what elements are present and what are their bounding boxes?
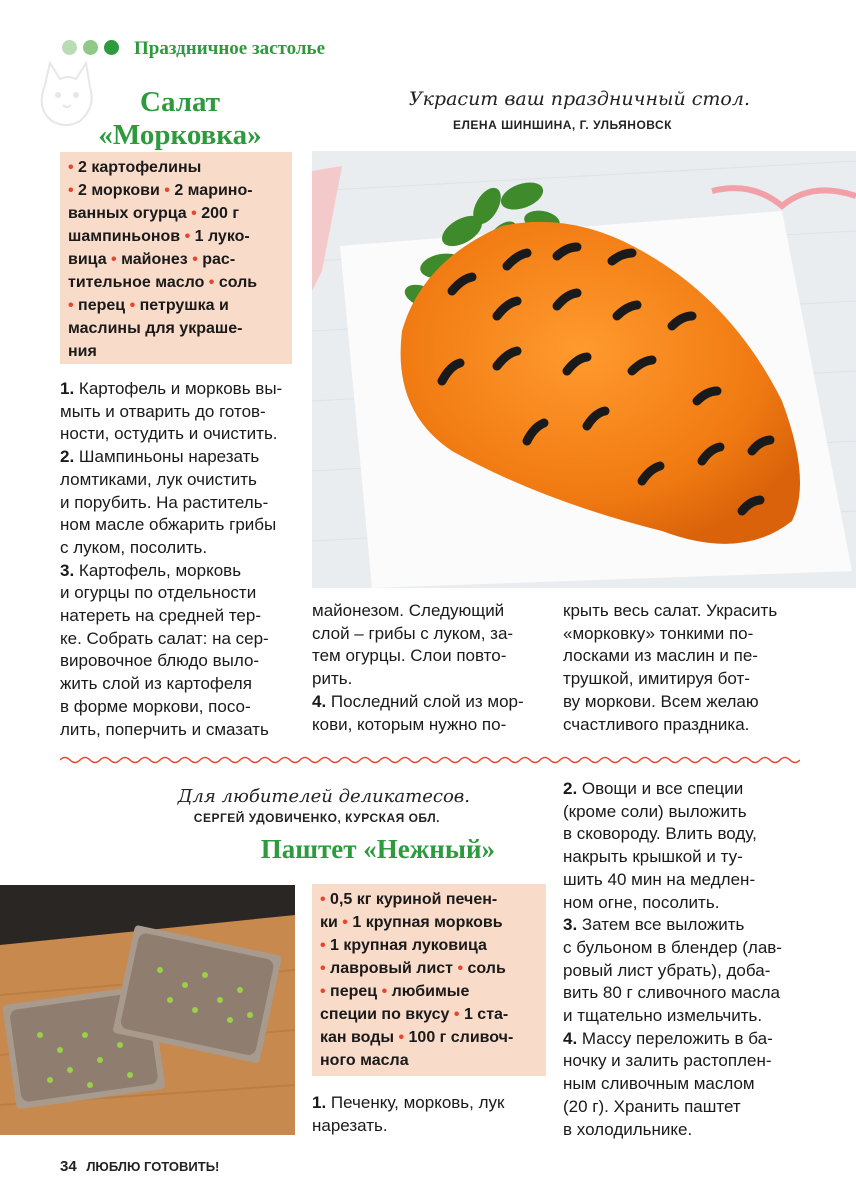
text-line: шить 40 мин на медлен-: [563, 869, 756, 889]
recipe1-author: ЕЛЕНА ШИНШИНА, Г. УЛЬЯНОВСК: [452, 118, 672, 132]
text-line: в сковороду. Влить воду,: [563, 824, 757, 844]
text-line: ломтиками, лук очистить: [60, 469, 257, 489]
ingredient-line: • 0,5 кг куриной печен-: [320, 891, 498, 908]
ingredient-line: ванных огурца • 200 г: [68, 205, 239, 222]
text-line: с бульоном в блендер (лав-: [563, 937, 782, 957]
text-line: (кроме соли) выложить: [563, 801, 747, 821]
ingredient-line: тительное масло • соль: [68, 274, 258, 291]
text-line: рить.: [312, 669, 353, 689]
text-line: ном масле обжарить грибы: [60, 515, 277, 535]
text-line: 3. Затем все выложить: [563, 915, 745, 935]
recipe2-ingredients: [312, 884, 546, 1076]
text-line: слой – грибы с луком, за-: [312, 623, 514, 643]
text-line: ночку и залить растоплен-: [563, 1051, 772, 1071]
text-line: 3. Картофель, морковь: [60, 560, 242, 580]
recipe2-tagline: Для любителей деликатесов.: [177, 786, 470, 807]
recipe1-steps-col3: [563, 600, 808, 736]
ingredient-line: • 1 крупная луковица: [320, 937, 487, 954]
page-number: 34: [60, 1158, 77, 1175]
text-line: накрыть крышкой и ту-: [563, 847, 743, 867]
text-line: вировочное блюдо выло-: [60, 651, 260, 671]
ingredient-line: ния: [68, 343, 97, 360]
text-line: лить, поперчить и смазать: [60, 719, 269, 739]
text-line: лосками из маслин и пе-: [563, 646, 758, 666]
text-line: ном огне, посолить.: [563, 892, 720, 912]
carrot-salad-photo: [312, 151, 856, 588]
ingredient-line: ки • 1 крупная морковь: [320, 914, 503, 931]
wavy-divider: [60, 755, 800, 765]
text-line: жить слой из картофеля: [60, 674, 252, 694]
ingredient-line: вица • майонез • рас-: [68, 251, 236, 268]
text-line: в форме моркови, посо-: [60, 696, 251, 716]
recipe1-steps-col1: [60, 378, 305, 741]
dot-light: [62, 40, 77, 55]
text-line: натереть на средней тер-: [60, 606, 261, 626]
text-line: и тщательно измельчить.: [563, 1006, 763, 1026]
text-line: ке. Собрать салат: на сер-: [60, 628, 269, 648]
text-line: крыть весь салат. Украсить: [563, 601, 778, 620]
text-line: и огурцы по отдельности: [60, 583, 257, 603]
text-line: 1. Картофель и морковь вы-: [60, 379, 283, 398]
magazine-name: ЛЮБЛЮ ГОТОВИТЬ!: [86, 1159, 220, 1174]
ingredient-line: • 2 картофелины: [68, 159, 202, 176]
text-line: ным сливочным маслом: [563, 1074, 755, 1094]
text-line: 4. Массу переложить в ба-: [563, 1028, 773, 1048]
text-line: мыть и отварить до готов-: [60, 401, 266, 421]
text-line: кови, которым нужно по-: [312, 714, 507, 734]
text-line: нарезать.: [312, 1115, 388, 1135]
recipe2-steps-col3: [563, 778, 808, 1141]
ingredient-line: • лавровый лист • соль: [320, 960, 506, 977]
ingredient-line: маслины для украше-: [68, 320, 243, 337]
dot-medium: [83, 40, 98, 55]
text-line: ности, остудить и очистить.: [60, 424, 278, 444]
text-line: ровый лист убрать), доба-: [563, 960, 771, 980]
text-line: (20 г). Хранить паштет: [563, 1096, 741, 1116]
ingredient-line: • перец • петрушка и: [68, 297, 229, 314]
recipe1-title: [60, 86, 300, 152]
text-line: тем огурцы. Слои повто-: [312, 646, 507, 666]
text-line: вить 80 г сливочного масла: [563, 983, 781, 1003]
ingredient-line: ного масла: [320, 1052, 409, 1069]
text-line: в холодильнике.: [563, 1119, 693, 1139]
recipe1-title-line2: «Морковка»: [98, 119, 262, 151]
section-dots: [62, 40, 119, 55]
text-line: и порубить. На раститель-: [60, 492, 269, 512]
ingredient-line: специи по вкусу • 1 ста-: [320, 1006, 509, 1023]
pate-photo: [0, 885, 295, 1135]
text-line: счастливого праздника.: [563, 714, 750, 734]
recipe1-steps-col2: [312, 600, 552, 736]
text-line: 4. Последний слой из мор-: [312, 691, 524, 711]
ingredient-line: кан воды • 100 г сливоч-: [320, 1029, 514, 1046]
text-line: трушкой, имитируя бот-: [563, 669, 750, 689]
text-line: 1. Печенку, морковь, лук: [312, 1093, 505, 1112]
recipe1-ingredients: [60, 152, 292, 364]
page-footer: [60, 1158, 219, 1175]
recipe1-tagline: Украсит ваш праздничный стол.: [408, 88, 750, 110]
dot-dark: [104, 40, 119, 55]
text-line: майонезом. Следующий: [312, 601, 505, 620]
text-line: ву моркови. Всем желаю: [563, 691, 759, 711]
ingredient-line: шампиньонов • 1 луко-: [68, 228, 250, 245]
text-line: 2. Шампиньоны нарезать: [60, 447, 260, 467]
ingredient-line: • перец • любимые: [320, 983, 470, 1000]
text-line: «морковку» тонкими по-: [563, 623, 754, 643]
recipe2-author: СЕРГЕЙ УДОВИЧЕНКО, КУРСКАЯ ОБЛ.: [193, 811, 440, 825]
recipe2-title: Паштет «Нежный»: [260, 834, 495, 864]
recipe1-title-line1: Салат: [140, 86, 220, 118]
text-line: с луком, посолить.: [60, 537, 208, 557]
ingredient-line: • 2 моркови • 2 марино-: [68, 182, 253, 199]
section-title: Праздничное застолье: [134, 38, 326, 59]
text-line: 2. Овощи и все специи: [563, 779, 744, 798]
recipe2-steps-col2: [312, 1092, 552, 1137]
